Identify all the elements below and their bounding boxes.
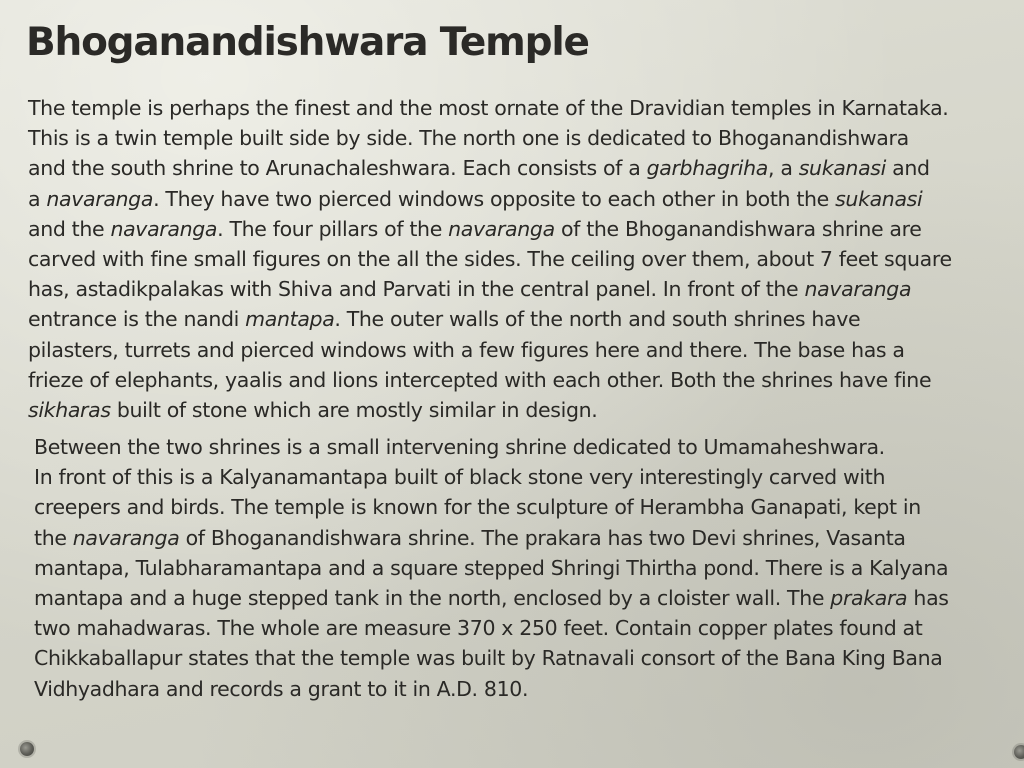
paragraph-1-line: a navaranga. They have two pierced windows opposite to each other in both the sukanasi bbox=[28, 186, 923, 211]
paragraph-1-line: pilasters, turrets and pierced windows with a few figures here and there. The base has a bbox=[28, 337, 905, 362]
paragraph-1-line: frieze of elephants, yaalis and lions intercepted with each other. Both the shrines have fine bbox=[28, 367, 932, 392]
paragraph-2-line: In front of this is a Kalyanamantapa built of black stone very interestingly carved with bbox=[34, 465, 886, 490]
paragraph-1-line: The temple is perhaps the finest and the most ornate of the Dravidian temples in Karnataka. bbox=[28, 96, 949, 120]
paragraph-2-line: mantapa, Tulabharamantapa and a square stepped Shringi Thirtha pond. There is a Kalyana bbox=[34, 555, 949, 580]
paragraph-2-line: Between the two shrines is a small intervening shrine dedicated to Umamaheshwara. bbox=[34, 435, 885, 459]
plaque-title: Bhoganandishwara Temple bbox=[26, 20, 589, 65]
paragraph-1-line: sikharas built of stone which are mostly similar in design. bbox=[28, 397, 598, 422]
paragraph-2-line: Chikkaballapur states that the temple was built by Ratnavali consort of the Bana King Bana bbox=[34, 646, 943, 671]
screw-icon bbox=[20, 742, 34, 756]
paragraph-2-line: creepers and birds. The temple is known for the sculpture of Herambha Ganapati, kept in bbox=[34, 495, 921, 520]
paragraph-1-line: entrance is the nandi mantapa. The outer walls of the north and south shrines have bbox=[28, 307, 861, 332]
paragraph-1-line: This is a twin temple built side by side. The north one is dedicated to Bhoganandishwara bbox=[28, 126, 909, 151]
paragraph-2-line: two mahadwaras. The whole are measure 370 x 250 feet. Contain copper plates found at bbox=[34, 616, 923, 641]
paragraph-1-line: has, astadikpalakas with Shiva and Parvati in the central panel. In front of the navaranga bbox=[28, 277, 912, 302]
paragraph-2-line: Vidhyadhara and records a grant to it in A.D. 810. bbox=[34, 676, 529, 701]
paragraph-2-line: mantapa and a huge stepped tank in the north, enclosed by a cloister wall. The prakara has bbox=[34, 585, 949, 610]
paragraph-1 bbox=[28, 93, 952, 425]
paragraph-2-line: the navaranga of Bhoganandishwara shrine. The prakara has two Devi shrines, Vasanta bbox=[34, 525, 906, 550]
paragraph-1-line: and the navaranga. The four pillars of the navaranga of the Bhoganandishwara shrine are bbox=[28, 216, 922, 241]
paragraph-2 bbox=[34, 432, 949, 704]
screw-icon bbox=[1014, 745, 1024, 759]
paragraph-1-line: and the south shrine to Arunachaleshwara. Each consists of a garbhagriha, a sukanasi and bbox=[28, 156, 930, 181]
paragraph-1-line: carved with fine small figures on the all the sides. The ceiling over them, about 7 feet square bbox=[28, 246, 952, 271]
